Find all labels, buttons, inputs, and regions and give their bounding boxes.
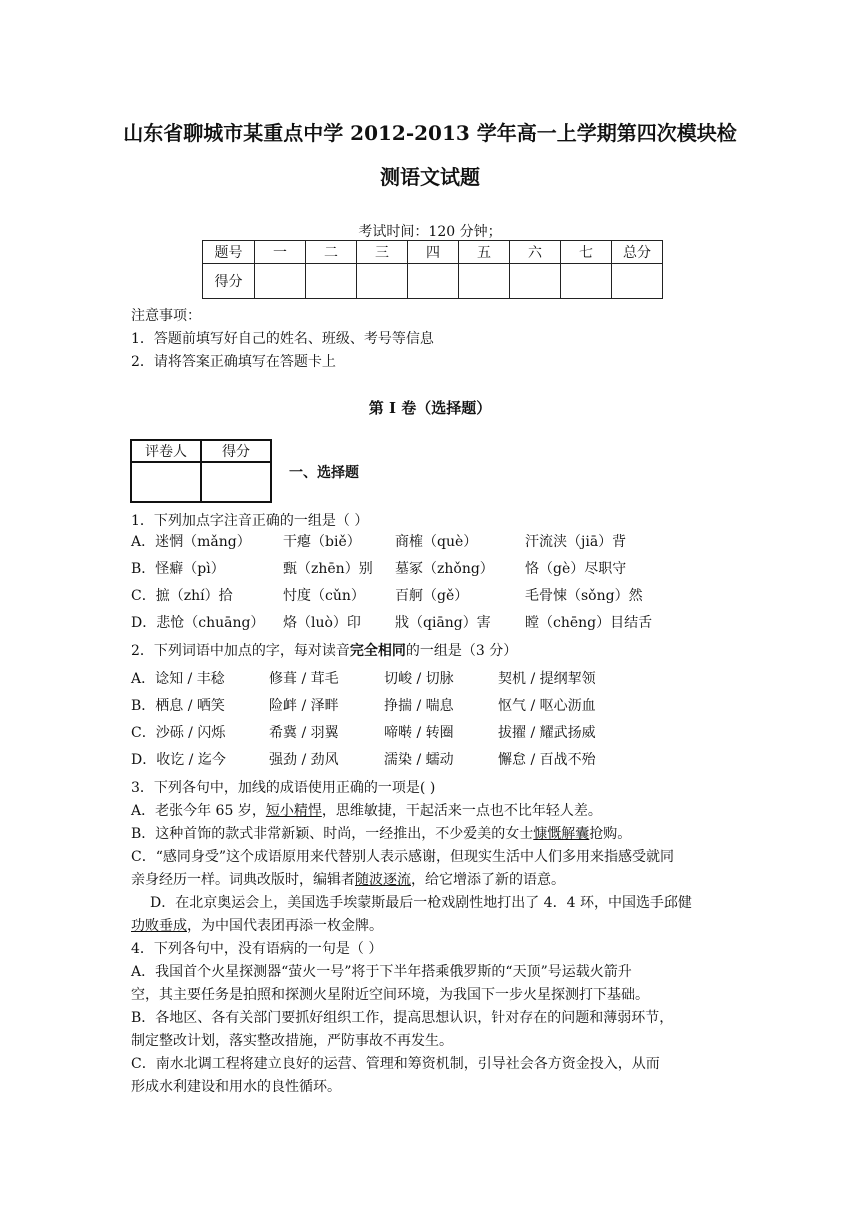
q3-option-d-line1: D．在北京奥运会上，美国选手埃蒙斯最后一枪戏剧性地打出了 4．4 环，中国选手邱健 <box>150 895 692 911</box>
grader-name-cell[interactable] <box>131 462 201 502</box>
score-table <box>202 240 663 299</box>
score-input-cell[interactable] <box>459 264 510 299</box>
q2-stem-pre: 2．下列词语中加点的字，每对读音 <box>131 643 350 659</box>
score-header-cell: 四 <box>408 241 459 264</box>
q3-b-pre: B．这种首饰的款式非常新颖、时尚，一经推出，不少爱美的女士 <box>131 826 534 842</box>
score-header-cell: 六 <box>510 241 561 264</box>
score-input-cell[interactable] <box>306 264 357 299</box>
q2-stem-post: 的一组是（3 分） <box>405 643 518 659</box>
q2-b-2: 险衅 / 泽畔 <box>269 698 339 714</box>
score-header-cell: 总分 <box>612 241 663 264</box>
q3-c-idiom: 随波逐流 <box>355 872 411 888</box>
q3-d-post: ，为中国代表团再添一枚金牌。 <box>187 918 383 934</box>
q1-b-1: B．怪癖（pì） <box>131 561 225 577</box>
q2-c-3: 啼啭 / 转圈 <box>384 725 454 741</box>
q1-d-4: 瞠（chēng）目结舌 <box>525 615 653 631</box>
score-header-cell: 一 <box>255 241 306 264</box>
q1-d-2: 烙（luò）印 <box>283 615 361 631</box>
q1-stem: 1．下列加点字注音正确的一组是（ ） <box>131 513 369 529</box>
q1-b-4: 恪（gè）尽职守 <box>525 561 627 577</box>
grader-score-header: 得分 <box>201 440 271 462</box>
score-input-cell[interactable] <box>612 264 663 299</box>
q3-c-pre: 亲身经历一样。词典改版时，编辑者 <box>131 872 355 888</box>
exam-title-line1: 山东省聊城市某重点中学 2012-2013 学年高一上学期第四次模块检 <box>123 121 737 145</box>
q3-c-post: ，给它增添了新的语意。 <box>411 872 565 888</box>
grader-table <box>130 439 272 503</box>
q3-d-idiom: 功败垂成 <box>131 918 187 934</box>
score-row-label: 得分 <box>203 264 255 299</box>
q1-a-4: 汗流浃（jiā）背 <box>525 534 627 550</box>
q3-option-b <box>131 825 631 843</box>
q1-c-4: 毛骨悚（sǒng）然 <box>525 588 643 604</box>
q2-d-4: 懈怠 / 百战不殆 <box>498 752 596 768</box>
q3-option-c-line1: C．“感同身受”这个成语原用来代替别人表示感谢，但现实生活中人们多用来指感受就同 <box>131 849 675 865</box>
q3-b-idiom: 慷慨解囊 <box>533 826 590 842</box>
q2-b-1: B．栖息 / 哂笑 <box>131 698 225 714</box>
q3-a-pre: A．老张今年 65 岁， <box>131 803 266 819</box>
grader-header: 评卷人 <box>131 440 201 462</box>
q2-c-4: 拔擢 / 耀武扬威 <box>498 725 596 741</box>
score-input-cell[interactable] <box>255 264 306 299</box>
q2-a-3: 切峻 / 切脉 <box>384 671 454 687</box>
score-input-cell[interactable] <box>561 264 612 299</box>
q2-b-3: 挣揣 / 喘息 <box>384 698 454 714</box>
score-table-header-row <box>203 241 663 264</box>
q4-line: 形成水利建设和用水的良性循环。 <box>131 1079 341 1095</box>
q3-stem: 3．下列各句中，加线的成语使用正确的一项是( ) <box>131 780 436 796</box>
q2-d-1: D．收讫 / 迄今 <box>131 752 226 768</box>
q3-option-a <box>131 802 602 820</box>
q1-b-2: 甄（zhēn）别 <box>283 561 373 577</box>
q4-line: C．南水北调工程将建立良好的运营、管理和筹资机制，引导社会各方资金投入，从而 <box>131 1056 660 1072</box>
q1-b-3: 墓冢（zhǒng） <box>395 561 494 577</box>
q4-line: 制定整改计划，落实整改措施，严防事故不再发生。 <box>131 1033 453 1049</box>
score-header-cell: 五 <box>459 241 510 264</box>
q1-a-3: 商榷（què） <box>395 534 478 550</box>
volume-title: 第 I 卷（选择题） <box>368 399 492 417</box>
notes-heading: 注意事项： <box>131 308 201 324</box>
q3-option-d-line2 <box>131 917 383 935</box>
q2-a-1: A．谂知 / 丰稔 <box>131 671 225 687</box>
q1-c-2: 忖度（cǔn） <box>283 588 365 604</box>
notes-item: 1．答题前填写好自己的姓名、班级、考号等信息 <box>131 331 434 347</box>
q2-b-4: 怄气 / 呕心沥血 <box>498 698 596 714</box>
score-header-cell: 七 <box>561 241 612 264</box>
q1-d-1: D．悲怆（chuāng） <box>131 615 265 631</box>
q2-d-2: 强劲 / 劲风 <box>269 752 339 768</box>
score-header-cell: 题号 <box>203 241 255 264</box>
notes-item: 2．请将答案正确填写在答题卡上 <box>131 354 336 370</box>
grader-score-cell[interactable] <box>201 462 271 502</box>
q1-a-2: 干瘪（biě） <box>283 534 361 550</box>
score-header-cell: 二 <box>306 241 357 264</box>
q3-b-post: 抢购。 <box>589 826 632 842</box>
q2-d-3: 濡染 / 蠕动 <box>384 752 454 768</box>
q4-stem: 4．下列各句中，没有语病的一句是（ ） <box>131 941 383 957</box>
section-title: 一、选择题 <box>289 465 359 481</box>
exam-time: 考试时间：120 分钟； <box>358 224 502 240</box>
q3-a-idiom: 短小精悍 <box>265 803 322 819</box>
score-table-score-row <box>203 264 663 299</box>
q1-c-1: C．摭（zhí）拾 <box>131 588 233 604</box>
q2-a-4: 契机 / 提纲挈领 <box>498 671 596 687</box>
q2-stem <box>131 642 517 660</box>
q4-line: B．各地区、各有关部门要抓好组织工作，提高思想认识，针对存在的问题和薄弱环节， <box>131 1010 674 1026</box>
q3-a-post: ，思维敏捷，干起活来一点也不比年轻人差。 <box>321 803 602 819</box>
q1-c-3: 百舸（gě） <box>395 588 469 604</box>
q2-c-1: C．沙砾 / 闪烁 <box>131 725 226 741</box>
q2-c-2: 希冀 / 羽翼 <box>269 725 339 741</box>
score-input-cell[interactable] <box>357 264 408 299</box>
q1-a-1: A．迷惘（mǎng） <box>131 534 251 550</box>
exam-title-line2: 测语文试题 <box>380 165 480 189</box>
q1-d-3: 戕（qiāng）害 <box>395 615 491 631</box>
q2-a-2: 修葺 / 茸毛 <box>269 671 339 687</box>
score-input-cell[interactable] <box>408 264 459 299</box>
score-input-cell[interactable] <box>510 264 561 299</box>
q4-line: A．我国首个火星探测器“萤火一号”将于下半年搭乘俄罗斯的“天顶”号运载火箭升 <box>131 964 632 980</box>
q3-option-c-line2 <box>131 871 565 889</box>
q4-line: 空，其主要任务是拍照和探测火星附近空间环境，为我国下一步火星探测打下基础。 <box>131 987 649 1003</box>
score-header-cell: 三 <box>357 241 408 264</box>
q2-stem-emphasis: 完全相同 <box>349 643 406 659</box>
